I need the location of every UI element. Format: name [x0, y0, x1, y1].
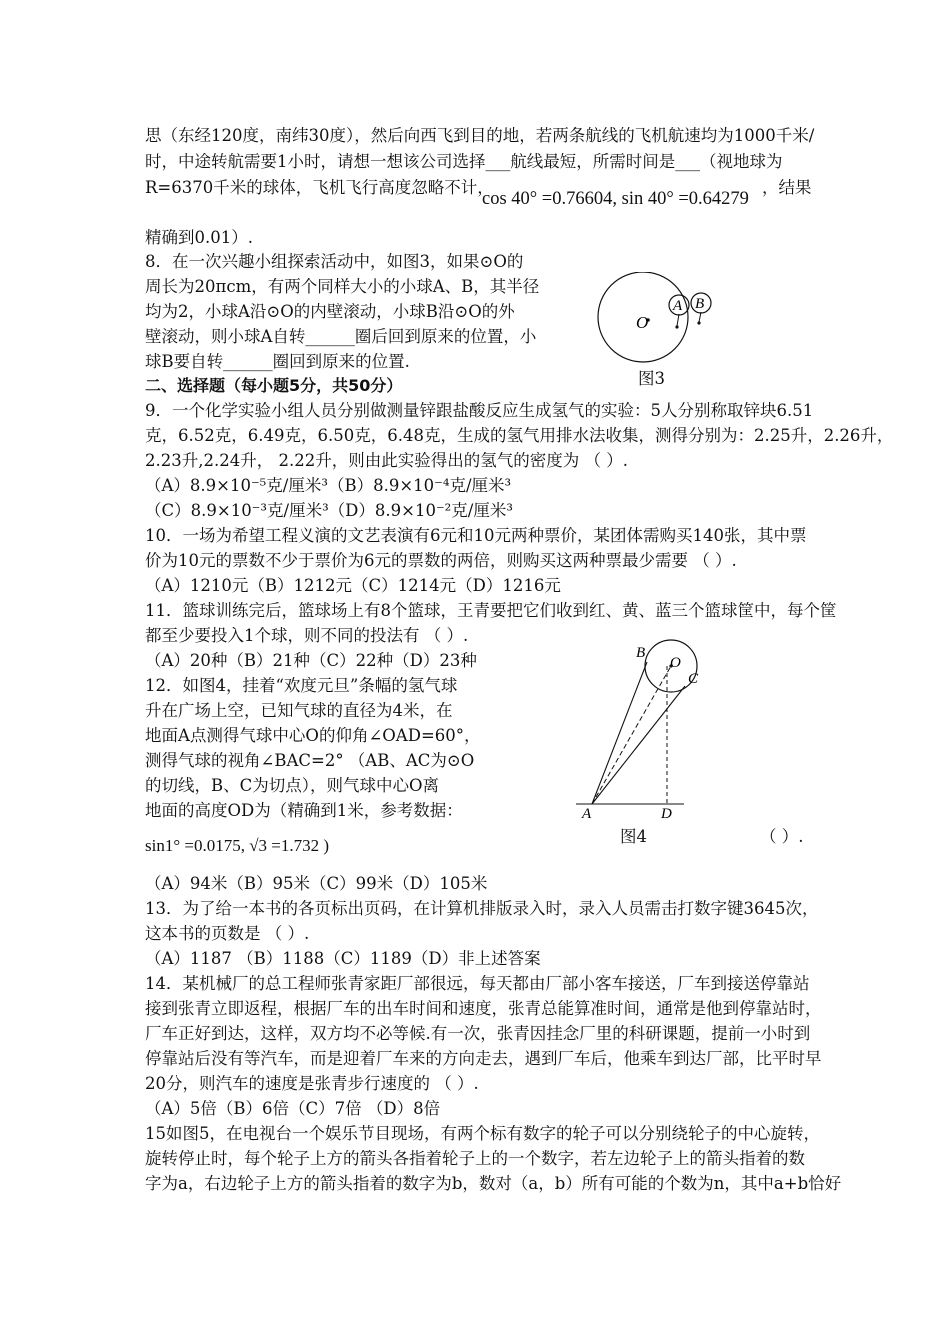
sin-sqrt-formula: sin1° =0.0175, √3 =1.732 )	[145, 836, 330, 855]
question-8-line: 周长为20πcm，有两个同样大小的小球A、B，其半径	[145, 277, 540, 296]
question-12-line: 升在广场上空，已知气球的直径为4米，在	[145, 701, 453, 720]
label-b: B	[636, 645, 646, 661]
question-13-options: （A）1187 （B）1188（C）1189（D）非上述答案	[145, 949, 541, 968]
question-9-line: 2.23升,2.24升， 2.22升，则由此实验得出的氢气的密度为 （ ）.	[145, 451, 628, 470]
text-line: R=6370千米的球体，飞机飞行高度忽略不计，	[145, 178, 494, 197]
label-a: A	[673, 298, 683, 314]
label-o: O	[670, 655, 681, 671]
question-14-line: 20分，则汽车的速度是张青步行速度的 （ ）.	[145, 1074, 479, 1093]
figure-4	[572, 638, 707, 820]
question-9-line: 克，6.52克，6.49克，6.50克，6.48克，生成的氢气用排水法收集，测得分别为：2.25升，2.26升，	[145, 426, 894, 445]
question-11-options: （A）20种（B）21种（C）22种（D）23种	[145, 651, 477, 670]
question-14-line: 停靠站后没有等汽车，而是迎着厂车来的方向走去，遇到厂车后，他乘车到达厂部，比平时早	[145, 1049, 822, 1068]
question-13-line: 13．为了给一本书的各页标出页码，在计算机排版录入时，录入人员需击打数字键3645次，	[145, 899, 819, 918]
figure-4-caption: 图4	[620, 827, 647, 846]
trig-values-formula: cos 40° =0.76604, sin 40° =0.64279	[482, 189, 749, 209]
ball-a-dot	[675, 325, 678, 328]
figure-3-caption: 图3	[638, 369, 665, 388]
question-11-line: 11．篮球训练完后，篮球场上有8个篮球，王青要把它们收到红、黄、蓝三个篮球筐中，每个筐	[145, 601, 837, 620]
question-15-line: 15如图5，在电视台一个娱乐节目现场，有两个标有数字的轮子可以分别绕轮子的中心旋转，	[145, 1124, 820, 1143]
question-8-line: 8．在一次兴趣小组探索活动中，如图3，如果⊙O的	[145, 252, 524, 271]
tangent-ac	[592, 686, 685, 804]
question-14-line: 厂车正好到达，这样，双方均不必等候.有一次，张青因挂念厂里的科研课题，提前一小时到	[145, 1024, 811, 1043]
answer-parens-12: （ ）.	[760, 827, 804, 846]
question-9-line: 9．一个化学实验小组人员分别做测量锌跟盐酸反应生成氢气的实验：5人分别称取锌块6.51	[145, 401, 814, 420]
question-12-line: 地面A点测得气球中心O的仰角∠OAD=60°，	[145, 726, 481, 745]
question-9-options: （C）8.9×10⁻³克/厘米³（D）8.9×10⁻²克/厘米³	[145, 501, 513, 520]
ball-b-dot	[697, 321, 700, 324]
text-line: ，结果	[762, 178, 812, 197]
question-14-line: 接到张青立即返程，根据厂车的出车时间和速度，张青总能算准时间，通常是他到停靠站时，	[145, 999, 822, 1018]
question-10-line: 价为10元的票数不少于票价为6元的票数的两倍，则购买这两种票最少需要 （ ）.	[145, 551, 737, 570]
question-14-line: 14．某机械厂的总工程师张青家距厂部很远，每天都由厂部小客车接送，厂车到接送停靠站	[145, 974, 810, 993]
text-line: 时，中途转航需要1小时，请想一想该公司选择___航线最短，所需时间是___（视地球为	[145, 152, 783, 171]
question-8-line: 均为2，小球A沿⊙O的内壁滚动，小球B沿⊙O的外	[145, 302, 515, 321]
tangent-ab	[592, 662, 647, 804]
ball-a-marker	[677, 314, 679, 326]
question-14-options: （A）5倍（B）6倍（C）7倍 （D）8倍	[145, 1099, 441, 1118]
section-heading: 二、选择题（每小题5分，共50分）	[145, 376, 403, 395]
label-c: C	[688, 671, 699, 687]
label-b: B	[695, 296, 705, 312]
question-10-options: （A）1210元（B）1212元（C）1214元（D）1216元	[145, 576, 561, 595]
text-line: 精确到0.01）.	[145, 228, 253, 247]
question-12-line: 地面的高度OD为（精确到1米，参考数据：	[145, 801, 463, 820]
question-12-options: （A）94米（B）95米（C）99米（D）105米	[145, 874, 488, 893]
question-10-line: 10．一场为希望工程义演的文艺表演有6元和10元两种票价，某团体需购买140张，其中票	[145, 526, 807, 545]
question-15-line: 旋转停止时，每个轮子上方的箭头各指着轮子上的一个数字，若左边轮子上的箭头指着的数	[145, 1149, 805, 1168]
question-8-line: 壁滚动，则小球A自转______圈后回到原来的位置，小	[145, 327, 537, 346]
question-12-line: 测得气球的视角∠BAC=2° （AB、AC为⊙O	[145, 751, 475, 770]
label-d: D	[661, 806, 672, 820]
question-9-options: （A）8.9×10⁻⁵克/厘米³（B）8.9×10⁻⁴克/厘米³	[145, 476, 512, 495]
text-line: 思（东经120度，南纬30度），然后向西飞到目的地，若两条航线的飞机航速均为1000千米/	[145, 126, 815, 145]
question-13-line: 这本书的页数是 （ ）.	[145, 924, 310, 943]
question-8-line: 球B要自转______圈回到原来的位置.	[145, 352, 410, 371]
label-o: O	[636, 313, 649, 332]
question-12-line: 12．如图4，挂着“欢度元旦”条幅的氢气球	[145, 676, 458, 695]
line-ao	[592, 666, 671, 804]
question-11-line: 都至少要投入1个球，则不同的投法有 （ ）.	[145, 626, 469, 645]
label-a: A	[582, 806, 592, 820]
question-12-line: 的切线，B、C为切点），则气球中心O离	[145, 776, 440, 795]
question-15-line: 字为a，右边轮子上方的箭头指着的数字为b，数对（a，b）所有可能的个数为n，其中a+b恰好	[145, 1174, 842, 1193]
